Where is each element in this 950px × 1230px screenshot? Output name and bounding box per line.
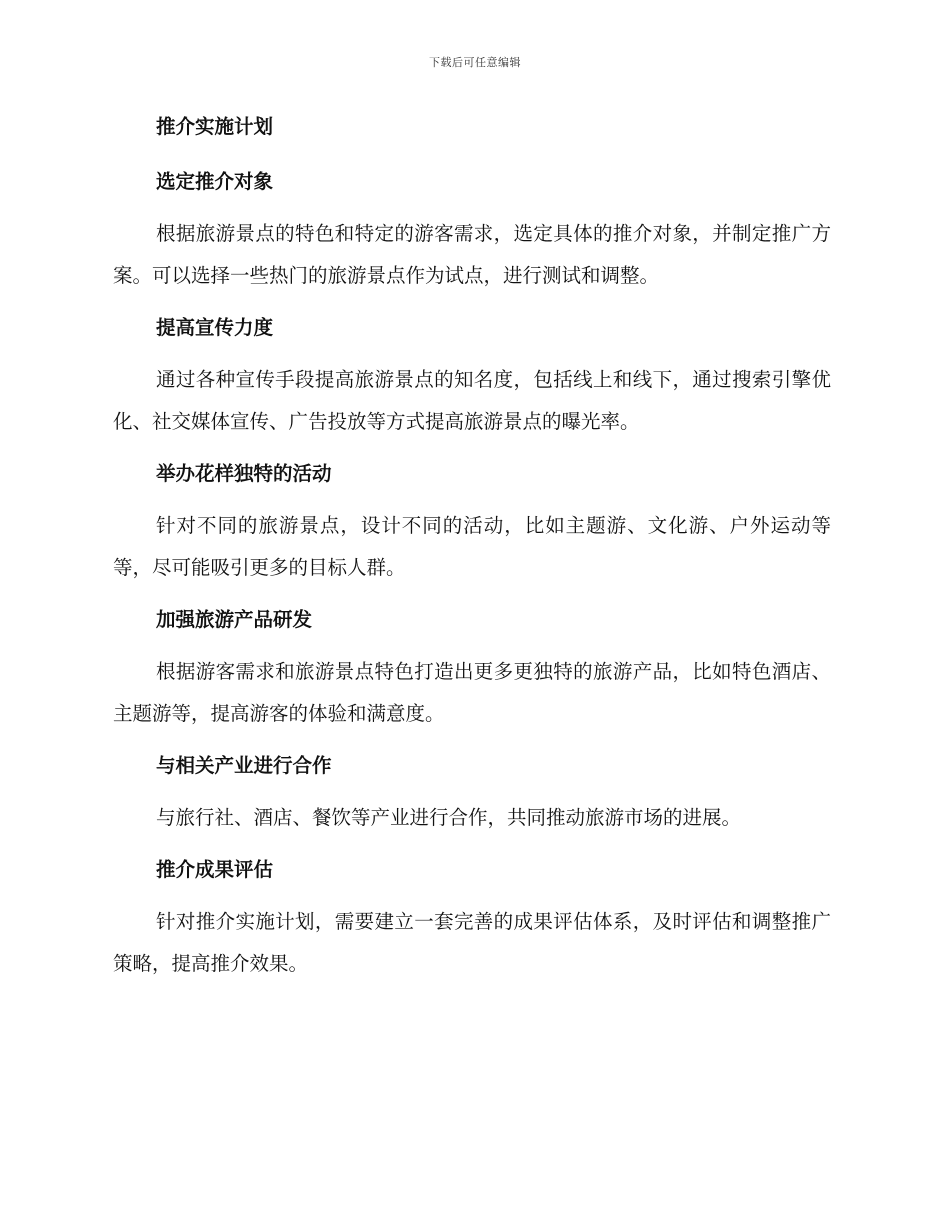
section-heading: 选定推介对象 (156, 170, 274, 193)
section-paragraph: 针对不同的旅游景点，设计不同的活动，比如主题游、文化游、户外运动等等，尽可能吸引更多的目标人群。 (113, 514, 831, 579)
document-body (113, 112, 831, 985)
document-title: 推介实施计划 (156, 115, 274, 138)
section-paragraph: 与旅行社、酒店、餐饮等产业进行合作，共同推动旅游市场的进展。 (156, 806, 742, 829)
section-paragraph: 根据旅游景点的特色和特定的游客需求，选定具体的推介对象，并制定推广方案。可以选择一些热门的旅游景点作为试点，进行测试和调整。 (113, 222, 831, 287)
section-paragraph: 根据游客需求和旅游景点特色打造出更多更独特的旅游产品，比如特色酒店、主题游等，提高游客的体验和满意度。 (113, 660, 831, 725)
section-heading: 举办花样独特的活动 (156, 462, 332, 485)
section-heading: 与相关产业进行合作 (156, 754, 332, 777)
section-heading: 推介成果评估 (156, 858, 274, 881)
section-paragraph: 针对推介实施计划，需要建立一套完善的成果评估体系，及时评估和调整推广策略，提高推介效果。 (113, 910, 831, 975)
section-heading: 提高宣传力度 (156, 316, 274, 339)
section-heading: 加强旅游产品研发 (156, 608, 313, 631)
section-paragraph: 通过各种宣传手段提高旅游景点的知名度，包括线上和线下，通过搜索引擎优化、社交媒体宣传、广告投放等方式提高旅游景点的曝光率。 (113, 368, 831, 433)
page-header-note: 下载后可任意编辑 (429, 56, 521, 69)
